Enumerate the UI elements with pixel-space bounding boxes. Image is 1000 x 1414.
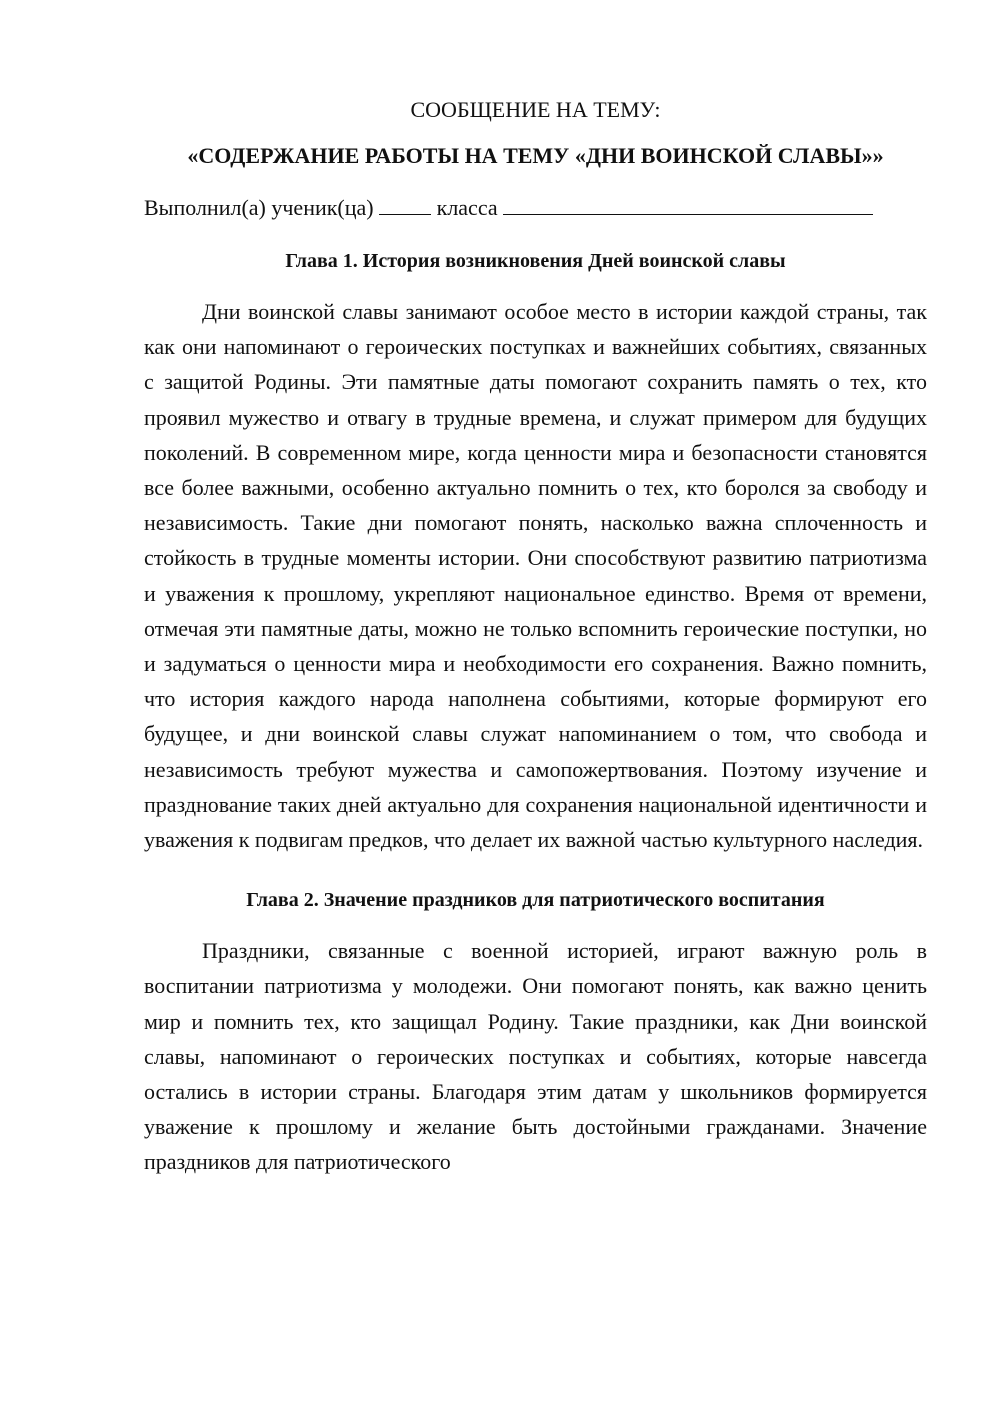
document-subtitle: «СОДЕРЖАНИЕ РАБОТЫ НА ТЕМУ «ДНИ ВОИНСКОЙ СЛАВЫ»» — [187, 143, 884, 168]
chapter-1-paragraph: Дни воинской славы занимают особое место в истории каждой страны, так как они напоминают о героических поступках и важнейших событиях, связанных с защитой Родины. Эти памятные даты помогают сохранить память о тех, кто проявил мужество и отвагу в трудные времена, и служат примером для будущих поколений. В современном мире, когда ценности мира и безопасности становятся все более важными, особенно актуально помнить о тех, кто боролся за свободу и независимость. Такие дни помогают понять, насколько важна сплоченность и стойкость в трудные моменты истории. Они способствуют развитию патриотизма и уважения к прошлому, укрепляют национальное единство. Время от времени, отмечая эти памятные даты, можно не только вспомнить героические поступки, но и задуматься о ценности мира и необходимости его сохранения. Важно помнить, что история каждого народа наполнена событиями, которые формируют его будущее, и дни воинской славы служат напоминанием о том, что свобода и независимость требуют мужества и самопожертвования. Поэтому изучение и празднование таких дней актуально для сохранения национальной идентичности и уважения к подвигам предков, что делает их важной частью культурного наследия. — [144, 299, 927, 853]
name-blank-field — [503, 192, 873, 215]
signature-prefix: Выполнил(а) ученик(ца) — [144, 195, 374, 220]
document-title: СООБЩЕНИЕ НА ТЕМУ: — [410, 97, 661, 122]
chapter-2-heading: Глава 2. Значение праздников для патриотического воспитания — [246, 889, 825, 912]
signature-middle: класса — [436, 195, 498, 220]
document-page — [144, 94, 927, 1180]
class-blank-field — [379, 192, 431, 215]
chapter-1-heading: Глава 1. История возникновения Дней воинской славы — [285, 250, 786, 272]
chapter-2-paragraph: Праздники, связанные с военной историей, играют важную роль в воспитании патриотизма у молодежи. Они помогают понять, как важно ценить мир и помнить тех, кто защищал Родину. Такие праздники, как Дни воинской славы, напоминают о героических поступках и событиях, которые навсегда остались в истории страны. Благодаря этим датам у школьников формируется уважение к прошлому и желание быть достойными гражданами. Значение праздников для патриотического — [144, 938, 927, 1175]
signature-line — [144, 192, 927, 224]
